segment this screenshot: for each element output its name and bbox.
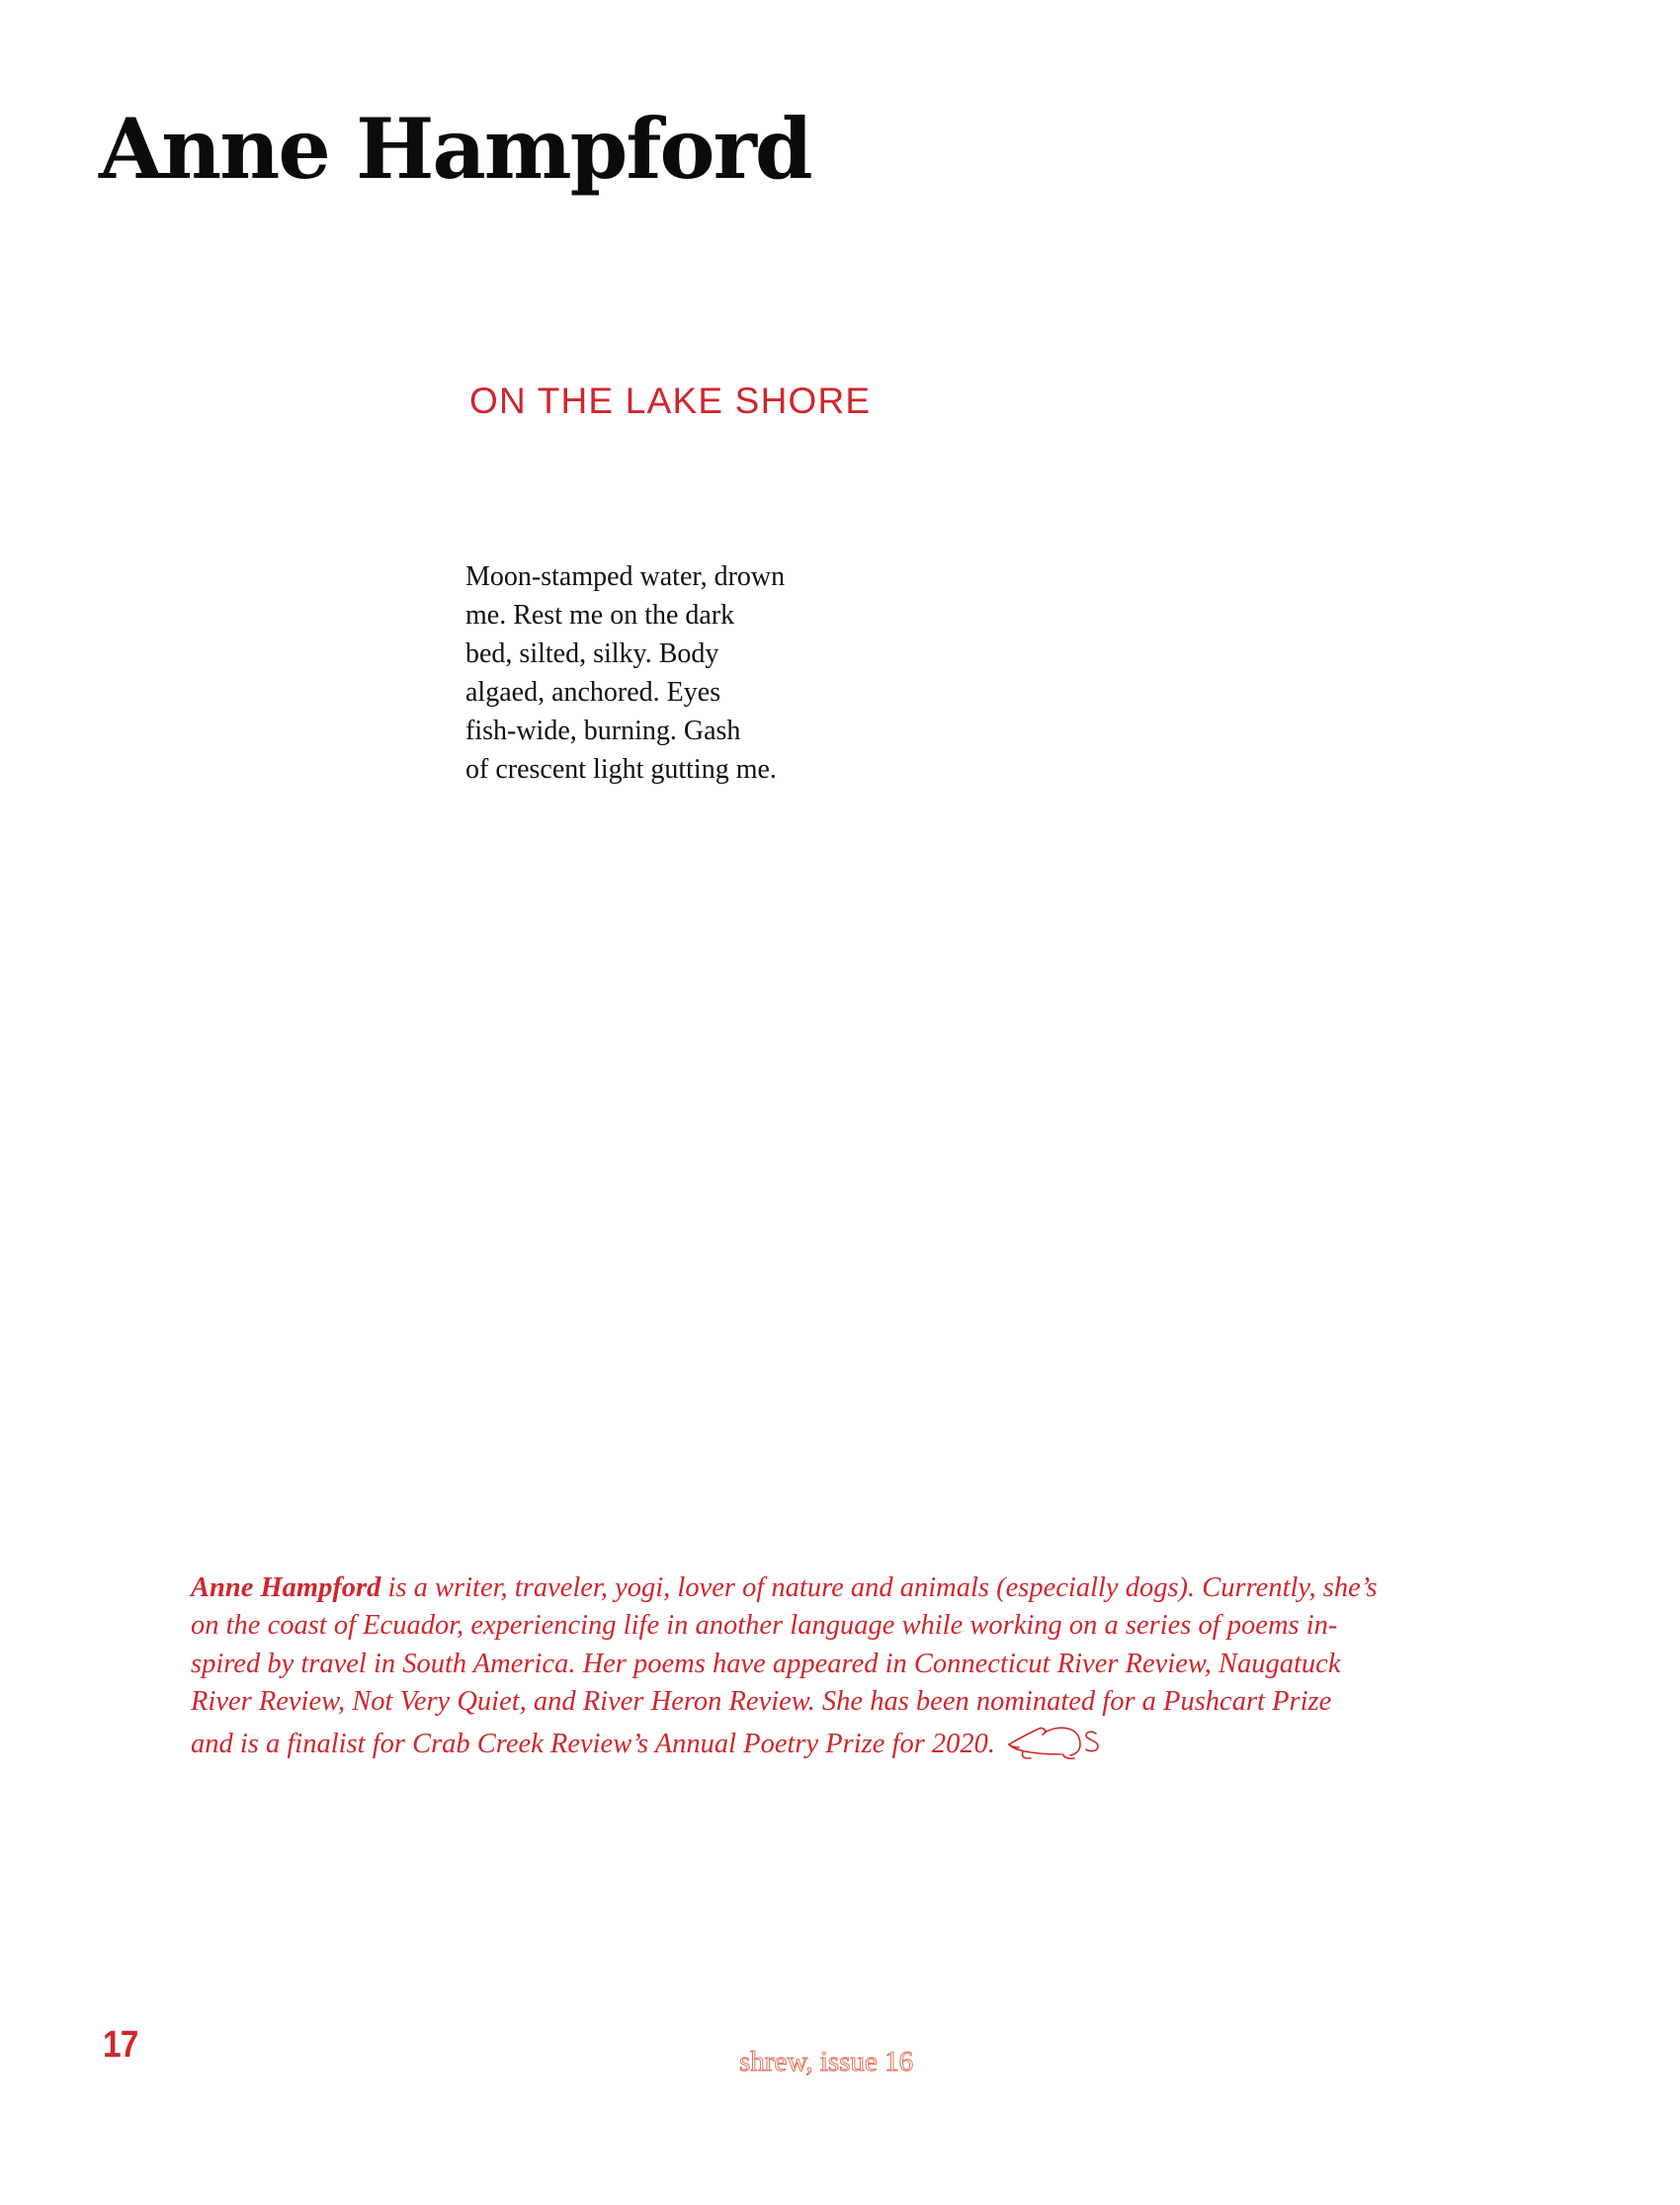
bio-line: spired by travel in South America. Her poems have appeared in Connecticut River Review, Naugatuck bbox=[191, 1648, 1341, 1679]
page-number: 17 bbox=[103, 2024, 138, 2066]
bio-author-name: Anne Hampford bbox=[191, 1572, 381, 1603]
bio-text: and is a finalist for Crab Creek Review’s Annual Poetry Prize for 2020. bbox=[191, 1729, 996, 1760]
author-bio bbox=[191, 1569, 1377, 1766]
poem-line: me. Rest me on the dark bbox=[465, 600, 735, 631]
poem-line: Moon-stamped water, drown bbox=[465, 561, 786, 592]
poem-body bbox=[465, 557, 785, 789]
poem-line: fish-wide, burning. Gash bbox=[465, 716, 741, 746]
poem-line: bed, silted, silky. Body bbox=[465, 638, 719, 669]
bio-line bbox=[191, 1569, 1377, 1607]
author-title: Anne Hampford bbox=[99, 100, 811, 198]
poem-title: ON THE LAKE SHORE bbox=[469, 381, 872, 421]
bio-line: on the coast of Ecuador, experiencing life in another language while working on a series of poems in- bbox=[191, 1610, 1338, 1642]
shrew-icon bbox=[1005, 1721, 1104, 1766]
bio-line bbox=[191, 1721, 1377, 1766]
bio-line: River Review, Not Very Quiet, and River Heron Review. She has been nominated for a Pushcart Prize bbox=[191, 1685, 1332, 1717]
poem-line: algaed, anchored. Eyes bbox=[465, 677, 721, 708]
poem-line: of crescent light gutting me. bbox=[465, 754, 777, 785]
publication-footer: shrew, issue 16 bbox=[739, 2046, 914, 2078]
bio-text: is a writer, traveler, yogi, lover of nature and animals (especially dogs). Currently, she’s bbox=[380, 1572, 1378, 1603]
